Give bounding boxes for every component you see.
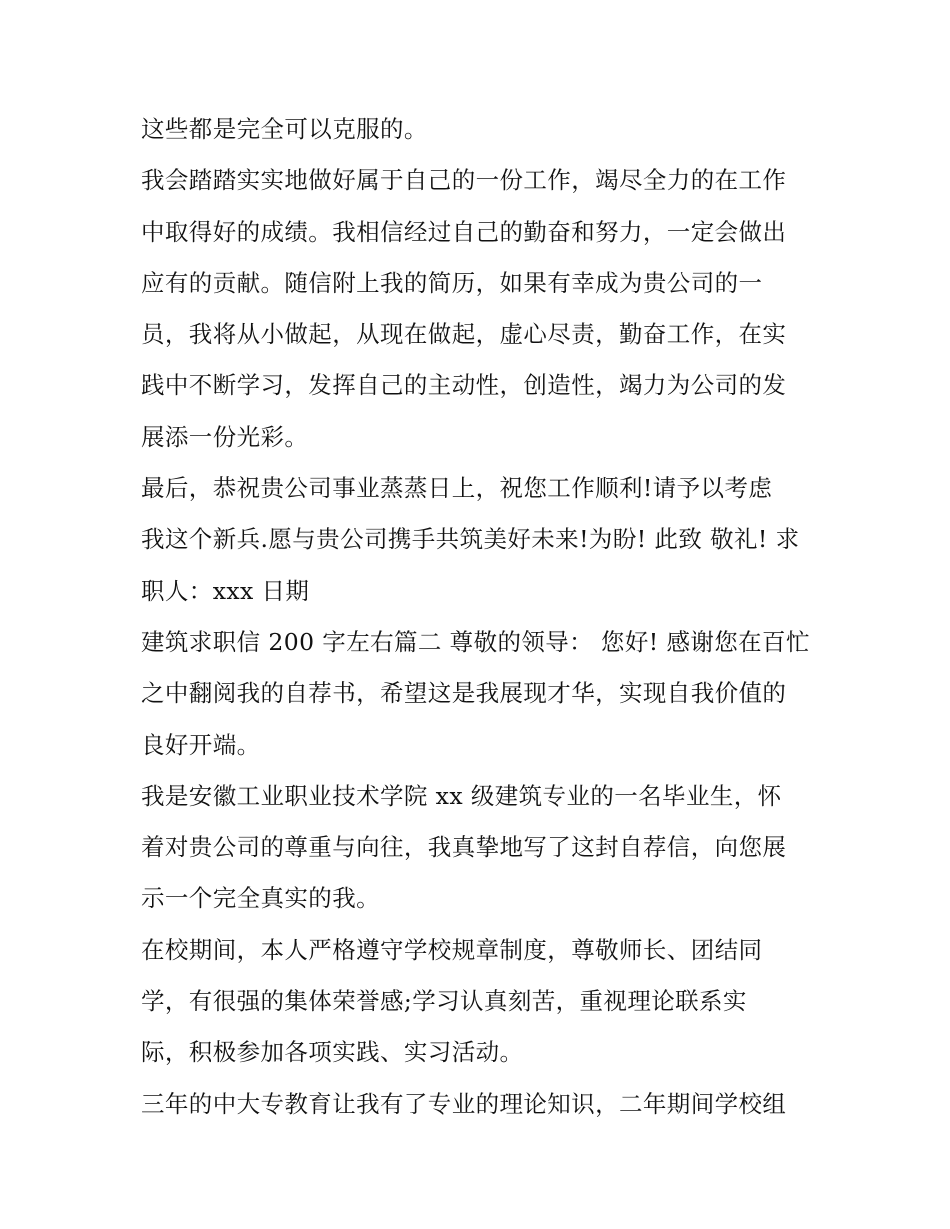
document-body	[141, 104, 821, 1130]
text-line: 在校期间，本人严格遵守学校规章制度，尊敬师长、团结同	[141, 935, 763, 964]
text-line: 最后，恭祝贵公司事业蒸蒸日上，祝您工作顺利!请予以考虑	[141, 474, 773, 503]
text-line: 着对贵公司的尊重与向往，我真挚地写了这封自荐信，向您展	[141, 833, 787, 862]
text-line: 践中不断学习，发挥自己的主动性，创造性，竭力为公司的发	[141, 371, 787, 400]
text-line: 三年的中大专教育让我有了专业的理论知识，二年期间学校组	[141, 1089, 787, 1118]
text-line: 中取得好的成绩。我相信经过自己的勤奋和努力，一定会做出	[141, 217, 787, 246]
text-line: 示一个完全真实的我。	[141, 884, 380, 913]
text-line: 应有的贡献。随信附上我的简历，如果有幸成为贵公司的一	[141, 268, 763, 297]
text-line: 我会踏踏实实地做好属于自己的一份工作，竭尽全力的在工作	[141, 166, 787, 195]
text-line: 际，积极参加各项实践、实习活动。	[141, 1038, 524, 1067]
text-line: 之中翻阅我的自荐书，希望这是我展现才华，实现自我价值的	[141, 679, 787, 708]
text-line: 我是安徽工业职业技术学院 xx 级建筑专业的一名毕业生，怀	[141, 781, 782, 810]
text-line: 建筑求职信 200 字左右篇二 尊敬的领导： 您好! 感谢您在百忙	[141, 627, 810, 656]
text-line: 良好开端。	[141, 730, 261, 759]
text-line: 学，有很强的集体荣誉感;学习认真刻苦，重视理论联系实	[141, 987, 747, 1016]
text-line: 我这个新兵.愿与贵公司携手共筑美好未来!为盼! 此致 敬礼! 求	[141, 525, 800, 554]
text-line: 这些都是完全可以克服的。	[141, 115, 428, 143]
text-line: 员，我将从小做起，从现在做起，虚心尽责，勤奋工作，在实	[141, 320, 787, 349]
text-line: 展添一份光彩。	[141, 422, 309, 451]
text-line: 职人：xxx 日期	[141, 576, 310, 605]
